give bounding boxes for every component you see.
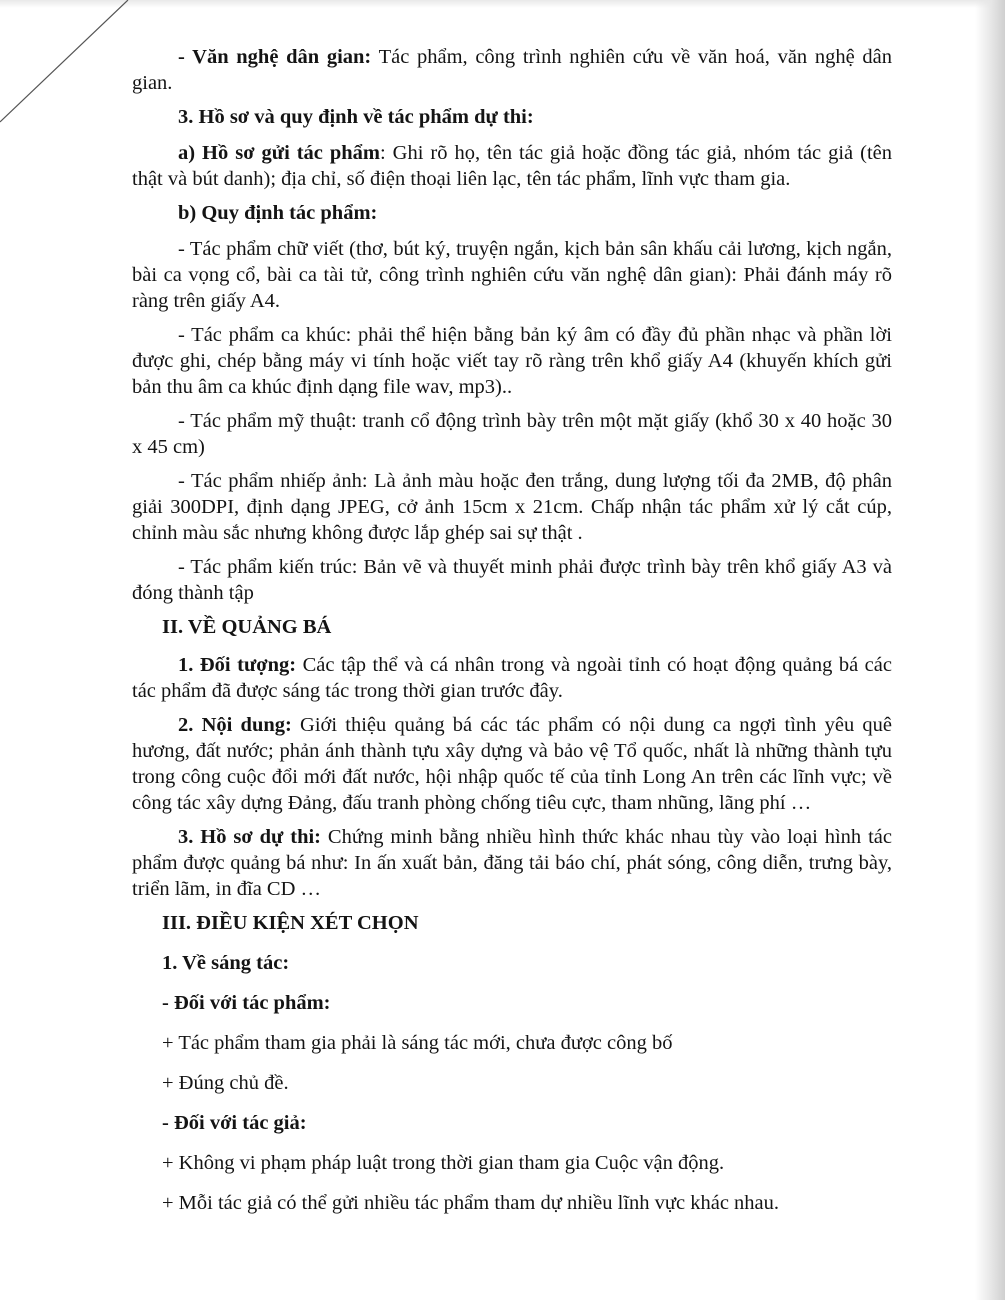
dossier-lead: a) Hồ sơ gửi tác phẩm <box>178 142 381 164</box>
folk-arts-lead: - Văn nghệ dân gian: <box>178 46 372 68</box>
rule-written-works: - Tác phẩm chữ viết (thơ, bút ký, truyện ngắn, kịch bản sân khấu cải lương, kịch ngắn, bài ca vọng cổ, bài ca tài tử, công trình nghiên cứu văn nghệ dân gian): Phải đánh máy rõ ràng trên giấy A4. <box>132 238 892 312</box>
scan-shadow-top <box>0 0 1005 8</box>
entry-dossier-lead: 3. Hồ sơ dự thi: <box>178 826 322 848</box>
paragraph-folk-arts <box>132 44 892 96</box>
section-3b-heading: b) Quy định tác phẩm: <box>178 202 378 224</box>
entry-dossier-text: Chứng minh bằng nhiều hình thức khác nhau tùy vào loại hình tác phẩm được quảng bá như: In ấn xuất bản, đăng tải báo chí, phát sóng, công diễn, trưng bày, triển lãm, in đĩa CD … <box>132 826 892 900</box>
paragraph-entry-dossier <box>132 824 892 902</box>
authors-condition-multiple: + Mỗi tác giả có thể gửi nhiều tác phẩm tham dự nhiều lĩnh vực khác nhau. <box>162 1192 780 1214</box>
authors-conditions-heading: - Đối với tác giả: <box>162 1112 307 1134</box>
rule-songs: - Tác phẩm ca khúc: phải thể hiện bằng bản ký âm có đầy đủ phần nhạc và phần lời được ghi, chép bằng máy vi tính hoặc viết tay rõ ràng trên khổ giấy A4 (khuyến khích gửi bản thu âm ca khúc định dạng file wav, mp3).. <box>132 324 892 398</box>
works-condition-topic: + Đúng chủ đề. <box>162 1072 289 1094</box>
target-audience-text: Các tập thể và cá nhân trong và ngoài tỉnh có hoạt động quảng bá các tác phẩm đã được sáng tác trong thời gian trước đây. <box>132 654 892 702</box>
paragraph-target-audience <box>132 652 892 704</box>
target-audience-lead: 1. Đối tượng: <box>178 654 297 676</box>
section-ii-heading: II. VỀ QUẢNG BÁ <box>162 616 332 638</box>
paragraph-content <box>132 712 892 816</box>
rule-architecture: - Tác phẩm kiến trúc: Bản vẽ và thuyết minh phải được trình bày trên khổ giấy A3 và đóng thành tập <box>132 556 892 604</box>
paragraph-submission-dossier <box>132 140 892 192</box>
content-text: Giới thiệu quảng bá các tác phẩm có nội dung ca ngợi tình yêu quê hương, đất nước; phản ánh thành tựu xây dựng và bảo vệ Tổ quốc, nhất là những thành tựu trong công cuộc đổi mới đất nước, hội nhập quốc tế của tỉnh Long An trên các lĩnh vực; về công tác xây dựng Đảng, đấu tranh phòng chống tiêu cực, tham nhũng, lãng phí … <box>132 714 893 814</box>
works-conditions-heading: - Đối với tác phẩm: <box>162 992 331 1014</box>
section-iii-heading: III. ĐIỀU KIỆN XÉT CHỌN <box>162 912 419 934</box>
authors-condition-law: + Không vi phạm pháp luật trong thời gian tham gia Cuộc vận động. <box>162 1152 725 1174</box>
section-iii-1-heading: 1. Về sáng tác: <box>162 952 290 974</box>
document-page <box>132 44 892 1224</box>
works-condition-new: + Tác phẩm tham gia phải là sáng tác mới, chưa được công bố <box>162 1032 673 1054</box>
folk-arts-text: Tác phẩm, công trình nghiên cứu về văn hoá, văn nghệ dân gian. <box>132 46 892 94</box>
rule-fine-arts: - Tác phẩm mỹ thuật: tranh cổ động trình bày trên một mặt giấy (khổ 30 x 40 hoặc 30 x 45 cm) <box>132 410 892 458</box>
dossier-text: : Ghi rõ họ, tên tác giả hoặc đồng tác giả, nhóm tác giả (tên thật và bút danh); địa chỉ, số điện thoại liên lạc, tên tác phẩm, lĩnh vực tham gia. <box>132 142 892 190</box>
section-3-heading: 3. Hồ sơ và quy định về tác phẩm dự thi: <box>178 106 534 128</box>
scan-corner-mark <box>0 0 130 130</box>
content-lead: 2. Nội dung: <box>178 714 292 736</box>
scan-shadow-right <box>975 0 1005 1300</box>
rule-photography: - Tác phẩm nhiếp ảnh: Là ảnh màu hoặc đen trắng, dung lượng tối đa 2MB, độ phân giải 300DPI, định dạng JPEG, cở ảnh 15cm x 21cm. Chấp nhận tác phẩm xử lý cắt cúp, chỉnh màu sắc nhưng không được lắp ghép sai sự thật . <box>132 470 892 544</box>
